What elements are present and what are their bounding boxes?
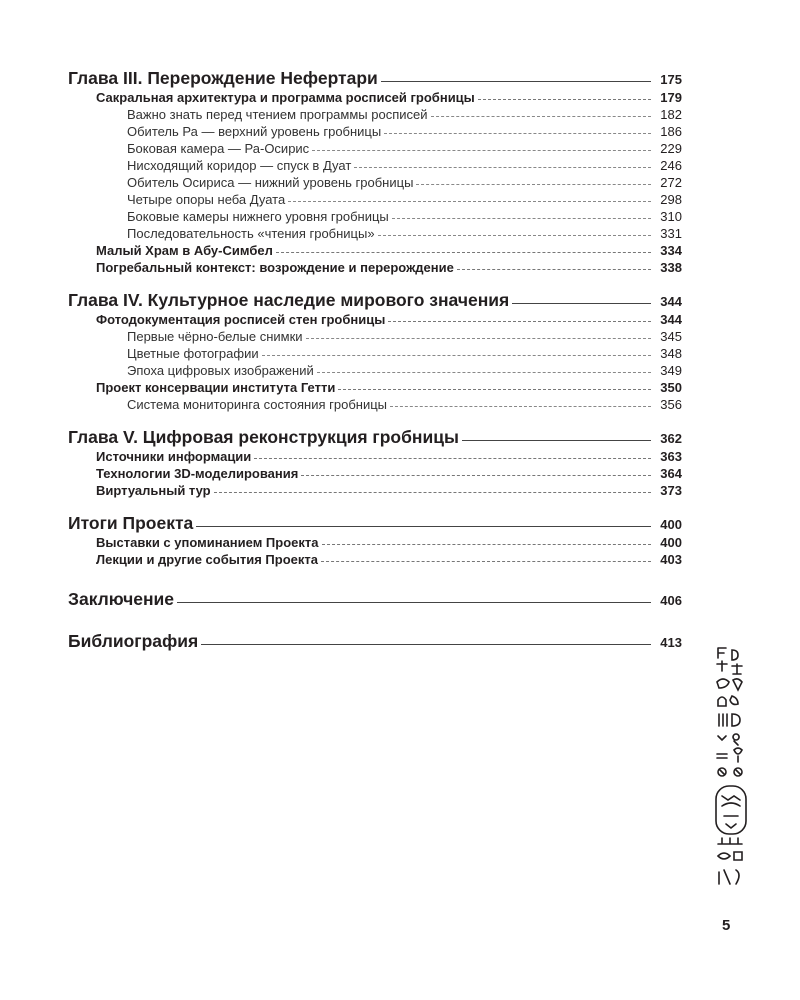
toc-subsection-page: 345 xyxy=(660,329,682,344)
dot-leader xyxy=(416,183,651,185)
dot-leader xyxy=(431,115,652,117)
dot-leader xyxy=(276,251,651,253)
toc-chapter[interactable] xyxy=(68,513,682,535)
dot-leader xyxy=(388,320,651,322)
toc-subsection-title: Боковая камера — Ра-Осирис xyxy=(127,141,310,156)
toc-subsection[interactable] xyxy=(68,158,682,175)
toc-section[interactable] xyxy=(68,535,682,552)
dot-leader xyxy=(338,388,651,390)
dot-leader xyxy=(254,457,651,459)
toc-section-page: 338 xyxy=(660,260,682,275)
toc-subsection-title: Четыре опоры неба Дуата xyxy=(127,192,286,207)
dot-leader xyxy=(288,200,651,202)
toc-chapter-title: Глава IV. Культурное наследие мирового значения xyxy=(68,290,510,310)
dot-leader xyxy=(196,525,651,527)
toc-chapter[interactable] xyxy=(68,290,682,312)
toc-subsection-title: Последовательность «чтения гробницы» xyxy=(127,226,375,241)
toc-chapter-page: 175 xyxy=(660,72,682,87)
dot-leader xyxy=(392,217,651,219)
toc-subsection[interactable] xyxy=(68,209,682,226)
dot-leader xyxy=(390,405,651,407)
dot-leader xyxy=(321,560,651,562)
dot-leader xyxy=(306,337,651,339)
toc-subsection-title: Первые чёрно-белые снимки xyxy=(127,329,303,344)
toc-subsection-page: 331 xyxy=(660,226,682,241)
toc-chapter[interactable] xyxy=(68,68,682,90)
dot-leader xyxy=(262,354,651,356)
toc-section[interactable] xyxy=(68,449,682,466)
toc-subsection-page: 272 xyxy=(660,175,682,190)
dot-leader xyxy=(478,98,651,100)
dot-leader xyxy=(312,149,651,151)
dot-leader xyxy=(177,601,651,603)
toc-chapter-title: Глава V. Цифровая реконструкция гробницы xyxy=(68,427,459,447)
toc-section-title: Проект консервации института Гетти xyxy=(96,380,336,395)
toc-section[interactable] xyxy=(68,243,682,260)
toc-section-page: 400 xyxy=(660,535,682,550)
dot-leader xyxy=(512,302,651,304)
toc-chapter[interactable] xyxy=(68,427,682,449)
toc-subsection-title: Система мониторинга состояния гробницы xyxy=(127,397,388,412)
toc-subsection[interactable] xyxy=(68,192,682,209)
toc-subsection-page: 298 xyxy=(660,192,682,207)
dot-leader xyxy=(322,543,652,545)
toc-subsection[interactable] xyxy=(68,363,682,380)
dot-leader xyxy=(457,268,651,270)
toc-chapter[interactable] xyxy=(68,589,682,611)
toc-section-page: 344 xyxy=(660,312,682,327)
toc-section-title: Виртуальный тур xyxy=(96,483,211,498)
toc-section-title: Выставки с упоминанием Проекта xyxy=(96,535,319,550)
toc-section-title: Сакральная архитектура и программа росписей гробницы xyxy=(96,90,475,105)
toc-section[interactable] xyxy=(68,90,682,107)
dot-leader xyxy=(201,643,651,645)
toc-section-title: Лекции и другие события Проекта xyxy=(96,552,318,567)
toc-section[interactable] xyxy=(68,552,682,569)
toc-subsection[interactable] xyxy=(68,397,682,414)
toc-subsection-page: 356 xyxy=(660,397,682,412)
toc-chapter-page: 400 xyxy=(660,517,682,532)
dot-leader xyxy=(214,491,651,493)
toc-section[interactable] xyxy=(68,483,682,500)
toc-section-page: 373 xyxy=(660,483,682,498)
dot-leader xyxy=(378,234,651,236)
table-of-contents xyxy=(68,66,682,653)
toc-subsection-page: 310 xyxy=(660,209,682,224)
toc-chapter-title: Итоги Проекта xyxy=(68,513,194,533)
toc-section-title: Малый Храм в Абу-Симбел xyxy=(96,243,273,258)
dot-leader xyxy=(317,371,651,373)
toc-subsection-page: 349 xyxy=(660,363,682,378)
toc-subsection-title: Нисходящий коридор — спуск в Дуат xyxy=(127,158,352,173)
toc-section[interactable] xyxy=(68,466,682,483)
toc-subsection[interactable] xyxy=(68,175,682,192)
toc-section-title: Фотодокументация росписей стен гробницы xyxy=(96,312,386,327)
toc-section-title: Технологии 3D-моделирования xyxy=(96,466,299,481)
toc-section-page: 350 xyxy=(660,380,682,395)
toc-subsection[interactable] xyxy=(68,141,682,158)
toc-subsection-page: 186 xyxy=(660,124,682,139)
toc-subsection-title: Обитель Осириса — нижний уровень гробницы xyxy=(127,175,414,190)
toc-subsection-page: 182 xyxy=(660,107,682,122)
toc-subsection-title: Эпоха цифровых изображений xyxy=(127,363,314,378)
toc-section-title: Источники информации xyxy=(96,449,252,464)
toc-subsection[interactable] xyxy=(68,329,682,346)
hieroglyph-column-icon xyxy=(714,644,748,894)
toc-subsection-title: Боковые камеры нижнего уровня гробницы xyxy=(127,209,389,224)
toc-section-title: Погребальный контекст: возрождение и перерождение xyxy=(96,260,454,275)
toc-section[interactable] xyxy=(68,260,682,277)
toc-section-page: 364 xyxy=(660,466,682,481)
toc-subsection-page: 348 xyxy=(660,346,682,361)
dot-leader xyxy=(301,474,651,476)
dot-leader xyxy=(384,132,651,134)
toc-chapter-title: Библиография xyxy=(68,631,199,651)
toc-subsection-title: Важно знать перед чтением программы росписей xyxy=(127,107,428,122)
toc-subsection-page: 246 xyxy=(660,158,682,173)
toc-subsection[interactable] xyxy=(68,107,682,124)
toc-chapter-title: Заключение xyxy=(68,589,175,609)
dot-leader xyxy=(462,439,651,441)
toc-subsection[interactable] xyxy=(68,124,682,141)
toc-subsection-title: Обитель Ра — верхний уровень гробницы xyxy=(127,124,382,139)
toc-section-page: 403 xyxy=(660,552,682,567)
toc-chapter-page: 406 xyxy=(660,593,682,608)
toc-chapter-page: 413 xyxy=(660,635,682,650)
toc-chapter[interactable] xyxy=(68,631,682,653)
toc-subsection[interactable] xyxy=(68,346,682,363)
toc-chapter-title: Глава III. Перерождение Нефертари xyxy=(68,68,378,88)
toc-subsection[interactable] xyxy=(68,226,682,243)
dot-leader xyxy=(381,80,651,82)
page-number: 5 xyxy=(722,917,731,934)
toc-chapter-page: 362 xyxy=(660,431,682,446)
toc-section[interactable] xyxy=(68,312,682,329)
toc-section-page: 363 xyxy=(660,449,682,464)
toc-section[interactable] xyxy=(68,380,682,397)
toc-subsection-page: 229 xyxy=(660,141,682,156)
toc-subsection-title: Цветные фотографии xyxy=(127,346,259,361)
toc-section-page: 334 xyxy=(660,243,682,258)
dot-leader xyxy=(354,166,651,168)
toc-section-page: 179 xyxy=(660,90,682,105)
toc-chapter-page: 344 xyxy=(660,294,682,309)
